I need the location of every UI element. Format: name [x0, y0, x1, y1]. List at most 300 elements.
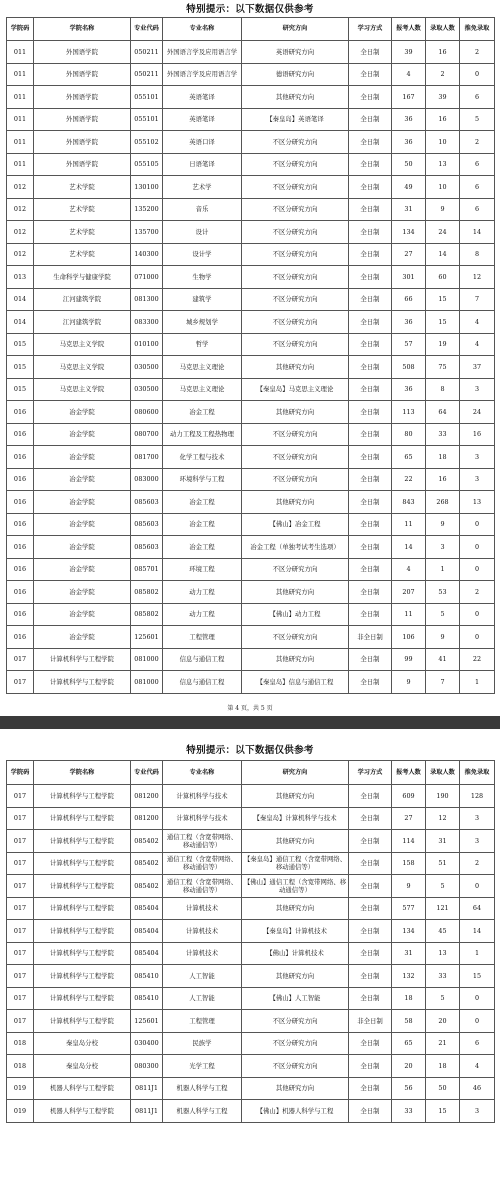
research-direction-cell: 其他研究方向 — [242, 965, 349, 988]
college-name-cell: 冶金学院 — [34, 626, 131, 649]
research-direction-cell: 其他研究方向 — [242, 648, 349, 671]
applicants-cell: 20 — [392, 1055, 426, 1078]
recommended-cell: 2 — [460, 581, 495, 604]
research-direction-cell: 其他研究方向 — [242, 491, 349, 514]
college-name-cell: 计算机科学与工程学院 — [34, 648, 131, 671]
study-mode-cell: 全日制 — [349, 648, 392, 671]
research-direction-cell: 不区分研究方向 — [242, 311, 349, 334]
admitted-cell: 64 — [426, 401, 460, 424]
college-name-cell: 秦皇岛分校 — [34, 1055, 131, 1078]
research-direction-cell: 不区分研究方向 — [242, 558, 349, 581]
study-mode-cell: 全日制 — [349, 221, 392, 244]
study-mode-cell: 全日制 — [349, 897, 392, 920]
major-code-cell: 081700 — [131, 446, 163, 469]
admitted-cell: 45 — [426, 920, 460, 943]
research-direction-cell: 其他研究方向 — [242, 401, 349, 424]
college-code-cell: 016 — [7, 468, 34, 491]
study-mode-cell: 非全日制 — [349, 626, 392, 649]
table-row — [7, 603, 495, 626]
college-code-cell: 017 — [7, 1010, 34, 1033]
major-name-cell: 设计学 — [163, 243, 242, 266]
header-college-code: 学院码 — [7, 18, 34, 41]
table-row — [7, 965, 495, 988]
research-direction-cell: 【秦皇岛】计算机科学与技术 — [242, 807, 349, 830]
table-row — [7, 987, 495, 1010]
college-name-cell: 生命科学与健康学院 — [34, 266, 131, 289]
major-name-cell: 化学工程与技术 — [163, 446, 242, 469]
recommended-cell: 3 — [460, 1100, 495, 1123]
major-name-cell: 人工智能 — [163, 965, 242, 988]
research-direction-cell: 不区分研究方向 — [242, 423, 349, 446]
major-name-cell: 冶金工程 — [163, 401, 242, 424]
table-body — [7, 785, 495, 1123]
major-name-cell: 计算机科学与技术 — [163, 785, 242, 808]
major-code-cell: 055105 — [131, 153, 163, 176]
research-direction-cell: 其他研究方向 — [242, 830, 349, 853]
recommended-cell: 0 — [460, 987, 495, 1010]
admitted-cell: 5 — [426, 987, 460, 1010]
admitted-cell: 15 — [426, 1100, 460, 1123]
study-mode-cell: 全日制 — [349, 1055, 392, 1078]
applicants-cell: 65 — [392, 446, 426, 469]
admitted-cell: 24 — [426, 221, 460, 244]
admitted-cell: 268 — [426, 491, 460, 514]
research-direction-cell: 不区分研究方向 — [242, 1010, 349, 1033]
college-code-cell: 012 — [7, 221, 34, 244]
college-name-cell: 计算机科学与工程学院 — [34, 920, 131, 943]
table-row — [7, 288, 495, 311]
admitted-cell: 2 — [426, 63, 460, 86]
college-code-cell: 011 — [7, 41, 34, 64]
major-name-cell: 动力工程及工程热物理 — [163, 423, 242, 446]
study-mode-cell: 非全日制 — [349, 1010, 392, 1033]
applicants-cell: 27 — [392, 807, 426, 830]
research-direction-cell: 不区分研究方向 — [242, 468, 349, 491]
study-mode-cell: 全日制 — [349, 176, 392, 199]
college-name-cell: 冶金学院 — [34, 581, 131, 604]
applicants-cell: 207 — [392, 581, 426, 604]
admitted-cell: 5 — [426, 603, 460, 626]
table-row — [7, 1100, 495, 1123]
table-row — [7, 153, 495, 176]
applicants-cell: 66 — [392, 288, 426, 311]
college-code-cell: 016 — [7, 401, 34, 424]
study-mode-cell: 全日制 — [349, 536, 392, 559]
study-mode-cell: 全日制 — [349, 671, 392, 694]
major-code-cell: 055101 — [131, 86, 163, 109]
research-direction-cell: 其他研究方向 — [242, 1077, 349, 1100]
study-mode-cell: 全日制 — [349, 1100, 392, 1123]
major-code-cell: 080600 — [131, 401, 163, 424]
table-row — [7, 446, 495, 469]
applicants-cell: 134 — [392, 221, 426, 244]
research-direction-cell: 其他研究方向 — [242, 785, 349, 808]
recommended-cell: 4 — [460, 333, 495, 356]
college-name-cell: 艺术学院 — [34, 221, 131, 244]
admitted-cell: 3 — [426, 536, 460, 559]
table-row — [7, 1055, 495, 1078]
major-code-cell: 083300 — [131, 311, 163, 334]
recommended-cell: 0 — [460, 626, 495, 649]
table-header — [7, 761, 495, 785]
college-name-cell: 机器人科学与工程学院 — [34, 1077, 131, 1100]
recommended-cell: 3 — [460, 378, 495, 401]
applicants-cell: 508 — [392, 356, 426, 379]
college-code-cell: 012 — [7, 176, 34, 199]
header-major-code: 专业代码 — [131, 18, 163, 41]
college-name-cell: 艺术学院 — [34, 198, 131, 221]
table-row — [7, 875, 495, 898]
college-code-cell: 016 — [7, 581, 34, 604]
research-direction-cell: 【佛山】动力工程 — [242, 603, 349, 626]
table-row — [7, 1077, 495, 1100]
major-name-cell: 工程管理 — [163, 1010, 242, 1033]
major-code-cell: 085802 — [131, 603, 163, 626]
document-page-5 — [0, 729, 500, 1187]
admitted-cell: 9 — [426, 626, 460, 649]
table-row — [7, 785, 495, 808]
header-major-code: 专业代码 — [131, 761, 163, 785]
major-code-cell: 085603 — [131, 513, 163, 536]
college-name-cell: 冶金学院 — [34, 468, 131, 491]
study-mode-cell: 全日制 — [349, 131, 392, 154]
recommended-cell: 4 — [460, 311, 495, 334]
study-mode-cell: 全日制 — [349, 875, 392, 898]
recommended-cell: 22 — [460, 648, 495, 671]
college-code-cell: 018 — [7, 1055, 34, 1078]
major-name-cell: 计算机技术 — [163, 897, 242, 920]
college-name-cell: 计算机科学与工程学院 — [34, 965, 131, 988]
college-code-cell: 017 — [7, 875, 34, 898]
study-mode-cell: 全日制 — [349, 603, 392, 626]
college-code-cell: 016 — [7, 603, 34, 626]
applicants-cell: 50 — [392, 153, 426, 176]
college-name-cell: 计算机科学与工程学院 — [34, 671, 131, 694]
major-name-cell: 英语笔译 — [163, 108, 242, 131]
major-code-cell: 130100 — [131, 176, 163, 199]
study-mode-cell: 全日制 — [349, 942, 392, 965]
admitted-cell: 18 — [426, 446, 460, 469]
admitted-cell: 14 — [426, 243, 460, 266]
major-name-cell: 英语笔译 — [163, 86, 242, 109]
recommended-cell: 12 — [460, 266, 495, 289]
admissions-table — [6, 17, 495, 694]
college-code-cell: 017 — [7, 942, 34, 965]
table-row — [7, 852, 495, 875]
applicants-cell: 9 — [392, 875, 426, 898]
table-body — [7, 41, 495, 694]
study-mode-cell: 全日制 — [349, 807, 392, 830]
college-code-cell: 017 — [7, 830, 34, 853]
table-row — [7, 830, 495, 853]
table-row — [7, 897, 495, 920]
college-name-cell: 冶金学院 — [34, 423, 131, 446]
major-name-cell: 音乐 — [163, 198, 242, 221]
college-name-cell: 外国语学院 — [34, 86, 131, 109]
study-mode-cell: 全日制 — [349, 446, 392, 469]
college-code-cell: 014 — [7, 311, 34, 334]
college-name-cell: 计算机科学与工程学院 — [34, 987, 131, 1010]
major-code-cell: 081200 — [131, 807, 163, 830]
admitted-cell: 39 — [426, 86, 460, 109]
applicants-cell: 577 — [392, 897, 426, 920]
applicants-cell: 31 — [392, 198, 426, 221]
college-code-cell: 016 — [7, 423, 34, 446]
header-recommended: 推免录取 — [460, 18, 495, 41]
notice-title: 特别提示：以下数据仅供参考 — [186, 4, 314, 15]
college-code-cell: 018 — [7, 1032, 34, 1055]
major-code-cell: 081000 — [131, 671, 163, 694]
college-name-cell: 艺术学院 — [34, 176, 131, 199]
major-name-cell: 生物学 — [163, 266, 242, 289]
major-name-cell: 信息与通信工程 — [163, 671, 242, 694]
major-code-cell: 030500 — [131, 378, 163, 401]
college-code-cell: 011 — [7, 63, 34, 86]
college-name-cell: 冶金学院 — [34, 491, 131, 514]
college-name-cell: 艺术学院 — [34, 243, 131, 266]
recommended-cell: 8 — [460, 243, 495, 266]
applicants-cell: 158 — [392, 852, 426, 875]
college-name-cell: 江河建筑学院 — [34, 288, 131, 311]
applicants-cell: 49 — [392, 176, 426, 199]
applicants-cell: 99 — [392, 648, 426, 671]
college-name-cell: 秦皇岛分校 — [34, 1032, 131, 1055]
college-name-cell: 计算机科学与工程学院 — [34, 875, 131, 898]
college-name-cell: 冶金学院 — [34, 536, 131, 559]
table-row — [7, 1032, 495, 1055]
major-name-cell: 冶金工程 — [163, 536, 242, 559]
table-header — [7, 18, 495, 41]
table-row — [7, 198, 495, 221]
major-name-cell: 光学工程 — [163, 1055, 242, 1078]
table-row — [7, 131, 495, 154]
major-code-cell: 081300 — [131, 288, 163, 311]
applicants-cell: 167 — [392, 86, 426, 109]
table-row — [7, 468, 495, 491]
major-code-cell: 071000 — [131, 266, 163, 289]
applicants-cell: 609 — [392, 785, 426, 808]
recommended-cell: 128 — [460, 785, 495, 808]
recommended-cell: 3 — [460, 468, 495, 491]
major-code-cell: 055101 — [131, 108, 163, 131]
major-name-cell: 设计 — [163, 221, 242, 244]
admitted-cell: 31 — [426, 830, 460, 853]
college-code-cell: 011 — [7, 86, 34, 109]
research-direction-cell: 【秦皇岛】马克思主义理论 — [242, 378, 349, 401]
major-name-cell: 建筑学 — [163, 288, 242, 311]
table-row — [7, 626, 495, 649]
table-row — [7, 513, 495, 536]
header-research-direction: 研究方向 — [242, 18, 349, 41]
study-mode-cell: 全日制 — [349, 830, 392, 853]
college-name-cell: 计算机科学与工程学院 — [34, 785, 131, 808]
admitted-cell: 41 — [426, 648, 460, 671]
recommended-cell: 0 — [460, 875, 495, 898]
research-direction-cell: 【佛山】机器人科学与工程 — [242, 1100, 349, 1123]
admitted-cell: 60 — [426, 266, 460, 289]
research-direction-cell: 不区分研究方向 — [242, 446, 349, 469]
college-code-cell: 011 — [7, 153, 34, 176]
admitted-cell: 10 — [426, 176, 460, 199]
college-name-cell: 计算机科学与工程学院 — [34, 830, 131, 853]
college-code-cell: 012 — [7, 243, 34, 266]
admitted-cell: 21 — [426, 1032, 460, 1055]
major-name-cell: 计算机科学与技术 — [163, 807, 242, 830]
applicants-cell: 301 — [392, 266, 426, 289]
college-name-cell: 计算机科学与工程学院 — [34, 852, 131, 875]
table-row — [7, 41, 495, 64]
table-row — [7, 401, 495, 424]
college-code-cell: 019 — [7, 1100, 34, 1123]
recommended-cell: 6 — [460, 198, 495, 221]
recommended-cell: 24 — [460, 401, 495, 424]
major-code-cell: 0811J1 — [131, 1100, 163, 1123]
recommended-cell: 1 — [460, 671, 495, 694]
college-code-cell: 016 — [7, 558, 34, 581]
research-direction-cell: 【佛山】冶金工程 — [242, 513, 349, 536]
recommended-cell: 13 — [460, 491, 495, 514]
page-separator — [0, 716, 500, 729]
major-name-cell: 外国语言学及应用语言学 — [163, 41, 242, 64]
college-code-cell: 019 — [7, 1077, 34, 1100]
header-admitted: 录取人数 — [426, 18, 460, 41]
college-code-cell: 017 — [7, 852, 34, 875]
table-row — [7, 942, 495, 965]
recommended-cell: 37 — [460, 356, 495, 379]
table-row — [7, 86, 495, 109]
college-name-cell: 冶金学院 — [34, 558, 131, 581]
study-mode-cell: 全日制 — [349, 86, 392, 109]
applicants-cell: 106 — [392, 626, 426, 649]
major-code-cell: 140300 — [131, 243, 163, 266]
research-direction-cell: 不区分研究方向 — [242, 243, 349, 266]
study-mode-cell: 全日制 — [349, 108, 392, 131]
study-mode-cell: 全日制 — [349, 558, 392, 581]
research-direction-cell: 【秦皇岛】计算机技术 — [242, 920, 349, 943]
college-name-cell: 外国语学院 — [34, 41, 131, 64]
recommended-cell: 14 — [460, 221, 495, 244]
major-name-cell: 哲学 — [163, 333, 242, 356]
college-name-cell: 冶金学院 — [34, 603, 131, 626]
college-code-cell: 017 — [7, 920, 34, 943]
applicants-cell: 22 — [392, 468, 426, 491]
recommended-cell: 3 — [460, 807, 495, 830]
research-direction-cell: 不区分研究方向 — [242, 626, 349, 649]
recommended-cell: 6 — [460, 1032, 495, 1055]
table-row — [7, 108, 495, 131]
major-name-cell: 动力工程 — [163, 581, 242, 604]
table-row — [7, 176, 495, 199]
major-name-cell: 艺术学 — [163, 176, 242, 199]
admitted-cell: 9 — [426, 198, 460, 221]
research-direction-cell: 其他研究方向 — [242, 356, 349, 379]
applicants-cell: 113 — [392, 401, 426, 424]
major-code-cell: 085402 — [131, 830, 163, 853]
research-direction-cell: 不区分研究方向 — [242, 288, 349, 311]
study-mode-cell: 全日制 — [349, 266, 392, 289]
study-mode-cell: 全日制 — [349, 153, 392, 176]
college-code-cell: 015 — [7, 356, 34, 379]
applicants-cell: 33 — [392, 1100, 426, 1123]
header-major-name: 专业名称 — [163, 761, 242, 785]
notice-title: 特别提示：以下数据仅供参考 — [186, 745, 314, 756]
table-row — [7, 333, 495, 356]
recommended-cell: 0 — [460, 63, 495, 86]
applicants-cell: 27 — [392, 243, 426, 266]
table-row — [7, 648, 495, 671]
research-direction-cell: 【秦皇岛】英语笔译 — [242, 108, 349, 131]
table-row — [7, 920, 495, 943]
research-direction-cell: 其他研究方向 — [242, 86, 349, 109]
admitted-cell: 16 — [426, 468, 460, 491]
study-mode-cell: 全日制 — [349, 243, 392, 266]
admissions-table — [6, 760, 495, 1123]
major-code-cell: 081200 — [131, 785, 163, 808]
table-row — [7, 671, 495, 694]
major-code-cell: 085802 — [131, 581, 163, 604]
major-code-cell: 085404 — [131, 897, 163, 920]
recommended-cell: 1 — [460, 942, 495, 965]
major-name-cell: 通信工程（含宽带网络、移动通信等） — [163, 830, 242, 853]
applicants-cell: 11 — [392, 603, 426, 626]
table-row — [7, 243, 495, 266]
college-code-cell: 017 — [7, 648, 34, 671]
major-name-cell: 机器人科学与工程 — [163, 1100, 242, 1123]
college-code-cell: 017 — [7, 897, 34, 920]
header-admitted: 录取人数 — [426, 761, 460, 785]
research-direction-cell: 不区分研究方向 — [242, 333, 349, 356]
applicants-cell: 36 — [392, 311, 426, 334]
major-name-cell: 民族学 — [163, 1032, 242, 1055]
college-code-cell: 017 — [7, 671, 34, 694]
research-direction-cell: 英语研究方向 — [242, 41, 349, 64]
recommended-cell: 4 — [460, 1055, 495, 1078]
applicants-cell: 4 — [392, 558, 426, 581]
research-direction-cell: 不区分研究方向 — [242, 266, 349, 289]
college-name-cell: 计算机科学与工程学院 — [34, 807, 131, 830]
major-name-cell: 外国语言学及应用语言学 — [163, 63, 242, 86]
major-code-cell: 085402 — [131, 875, 163, 898]
college-code-cell: 016 — [7, 491, 34, 514]
major-name-cell: 计算机技术 — [163, 920, 242, 943]
recommended-cell: 0 — [460, 1010, 495, 1033]
recommended-cell: 0 — [460, 513, 495, 536]
admitted-cell: 15 — [426, 311, 460, 334]
table-row — [7, 1010, 495, 1033]
college-code-cell: 016 — [7, 446, 34, 469]
admitted-cell: 51 — [426, 852, 460, 875]
major-name-cell: 冶金工程 — [163, 513, 242, 536]
major-code-cell: 050211 — [131, 41, 163, 64]
admitted-cell: 15 — [426, 288, 460, 311]
study-mode-cell: 全日制 — [349, 401, 392, 424]
study-mode-cell: 全日制 — [349, 987, 392, 1010]
recommended-cell: 6 — [460, 153, 495, 176]
study-mode-cell: 全日制 — [349, 852, 392, 875]
applicants-cell: 57 — [392, 333, 426, 356]
major-code-cell: 125601 — [131, 1010, 163, 1033]
college-code-cell: 011 — [7, 131, 34, 154]
major-code-cell: 083000 — [131, 468, 163, 491]
major-code-cell: 080700 — [131, 423, 163, 446]
college-name-cell: 马克思主义学院 — [34, 356, 131, 379]
table-row — [7, 536, 495, 559]
applicants-cell: 36 — [392, 108, 426, 131]
table-row — [7, 807, 495, 830]
table-row — [7, 558, 495, 581]
major-name-cell: 人工智能 — [163, 987, 242, 1010]
table-row — [7, 63, 495, 86]
